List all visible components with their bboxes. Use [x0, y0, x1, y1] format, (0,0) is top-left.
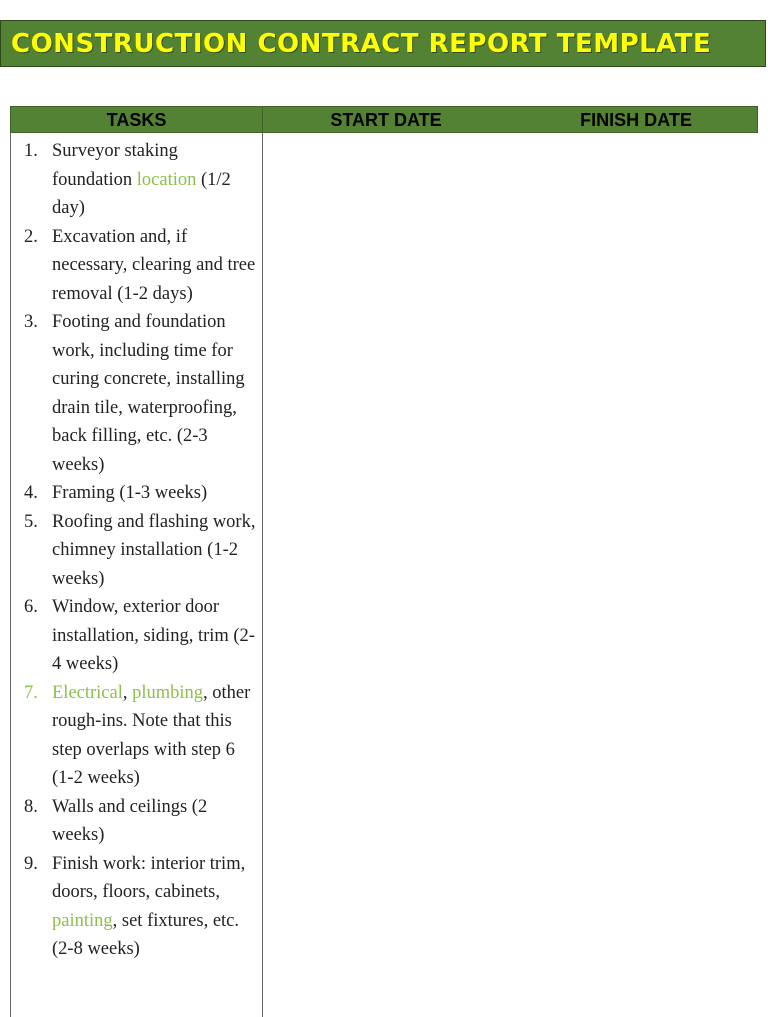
task-text: (1/2 day) — [52, 169, 231, 218]
task-number: 5. — [24, 511, 38, 532]
task-text: , set fixtures, etc. (2-8 weeks) — [52, 910, 240, 959]
tasks-table — [10, 106, 758, 1017]
list-item — [10, 308, 262, 479]
table-column-divider — [262, 133, 263, 1017]
task-text: Footing and foundation work, including time for curing concrete, installing drain tile, waterproofing, back filling, etc. (2-3 weeks) — [52, 312, 245, 475]
task-link-painting[interactable]: painting — [52, 910, 113, 931]
list-item — [10, 593, 262, 679]
title-banner — [0, 20, 766, 67]
task-number: 8. — [24, 796, 38, 817]
list-item — [10, 223, 262, 309]
page-title: CONSTRUCTION CONTRACT REPORT TEMPLATE — [11, 28, 712, 59]
task-text: Surveyor staking foundation — [52, 141, 178, 190]
task-number: 4. — [24, 483, 38, 503]
task-list — [10, 137, 262, 964]
list-item — [10, 850, 262, 964]
task-number: 6. — [24, 597, 38, 617]
header-start-date: START DATE — [330, 110, 442, 130]
task-text: Framing (1-3 weeks) — [52, 483, 208, 503]
task-number: 2. — [24, 226, 38, 247]
list-item — [10, 679, 262, 793]
list-item — [10, 793, 262, 850]
header-tasks: TASKS — [106, 110, 167, 130]
table-header-row — [10, 106, 758, 133]
task-link-plumbing[interactable]: plumbing — [132, 682, 204, 703]
header-finish-date: FINISH DATE — [580, 110, 692, 130]
task-text: Excavation and, if necessary, clearing and tree removal (1-2 days) — [52, 226, 256, 304]
list-item — [10, 137, 262, 223]
list-item — [10, 508, 262, 594]
task-text: Finish work: interior trim, doors, floors, cabinets, — [52, 853, 246, 902]
task-number: 3. — [24, 312, 38, 332]
list-item — [10, 479, 262, 508]
task-link-electrical[interactable]: Electrical — [52, 682, 123, 703]
task-text: Window, exterior door installation, siding, trim (2-4 weeks) — [52, 597, 255, 674]
task-number: 9. — [24, 853, 38, 874]
task-number: 7. — [24, 682, 38, 703]
task-text: , — [122, 682, 133, 703]
task-text: Walls and ceilings (2 weeks) — [52, 796, 208, 845]
task-text: Roofing and flashing work, chimney installation (1-2 weeks) — [52, 511, 256, 589]
task-number: 1. — [24, 141, 38, 161]
header-divider — [262, 107, 263, 132]
task-text: , other rough-ins. Note that this step overlaps with step 6 (1-2 weeks) — [52, 682, 251, 788]
task-link-location[interactable]: location — [136, 169, 197, 190]
